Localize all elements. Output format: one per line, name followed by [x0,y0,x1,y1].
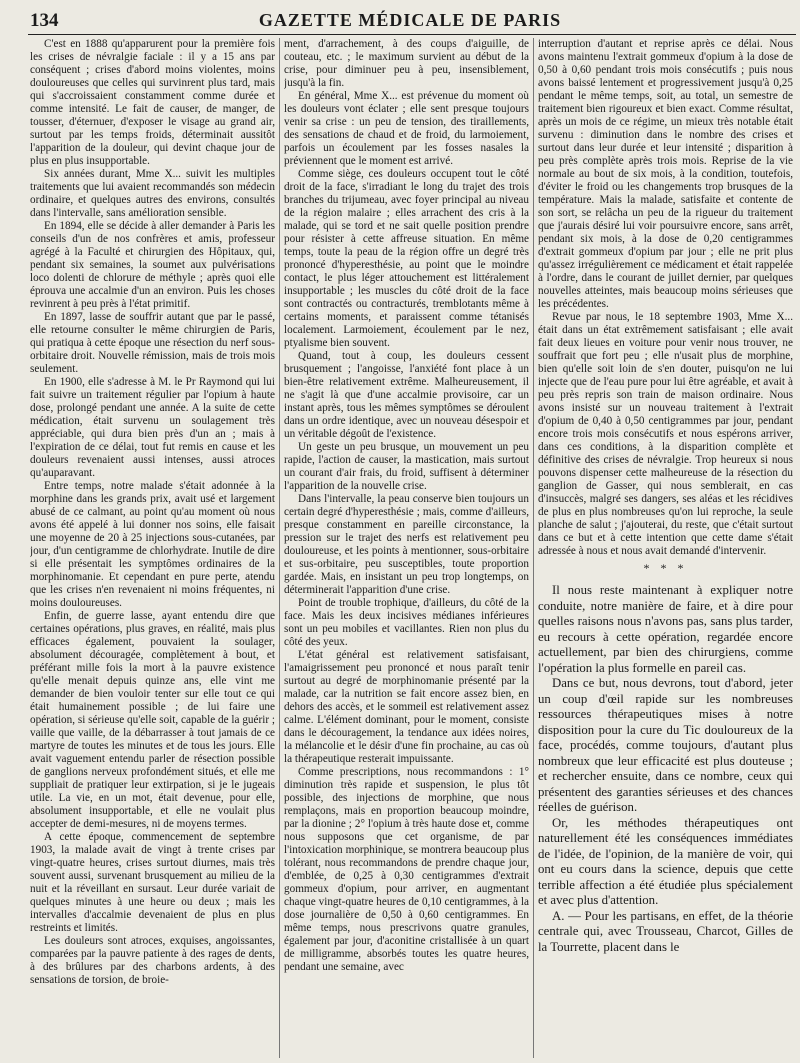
paragraph: Il nous reste maintenant à expliquer notre conduite, notre manière de faire, et à dire pour quelles raisons nous n'avons pas, sans plus tarder, eu recours à cette opération, regardée encore actuellement, par bien des chirurgiens, comme l'opération la plus formelle en pareil cas. [538,583,793,675]
paragraph: Point de trouble trophique, d'ailleurs, du côté de la face. Mais les deux incisives médianes inférieures sont un peu mobiles et vacillantes. Rien non plus du côté des yeux. [284,597,529,648]
paragraph: En 1894, elle se décide à aller demander à Paris les conseils d'un de nos confrères et amis, professeur agrégé à la Faculté et chirurgien des Hôpitaux, qui, pendant six semaines, la soumet aux pulvérisations loco dolenti de chlorure de méthyle ; après quoi elle éprouva une accalmie d'un an environ. Puis les choses revinrent à peu près à l'état primitif. [30,220,275,310]
paragraph: ment, d'arrachement, à des coups d'aiguille, de couteau, etc. ; le maximum survient au début de la crise, pour diminuer peu à peu, insensiblement, jusqu'à la fin. [284,38,529,89]
section-separator: * * * [643,561,688,575]
paragraph: L'état général est relativement satisfaisant, l'amaigrissement peu prononcé et nous paraît tenir surtout au degré de morphinomanie présenté par la malade, car la nutrition se fait encore assez bien, en dehors des accès, et le sommeil est relativement assez calme. L'élément dominant, pour le moment, consiste dans le découragement, la tendance aux idées noires, la mélancolie et le désir d'une fin prochaine, au cas où la thérapeutique resterait impuissante. [284,649,529,765]
paragraph: Dans ce but, nous devrons, tout d'abord, jeter un coup d'œil rapide sur les nombreuses ressources thérapeutiques mises à notre disposition pour la cure du Tic douloureux de la face, procédés, comme toujours, d'autant plus nombreux que leur efficacité est plus douteuse ; et rechercher ensuite, dans ce nombre, ceux qui présentent des garanties sérieuses et des chances réelles de guérison. [538,676,793,814]
paragraph: Revue par nous, le 18 septembre 1903, Mme X... était dans un état extrêmement satisfaisant ; elle avait fait deux lieues en voiture pour venir nous trouver, ne souffrait que fort peu ; elle n'usait plus de morphine, bien qu'elle soit loin de s'en douter, puisqu'on ne lui injecte que de l'eau pure pour lui être agréable, et avait à peu près repris son train de maison ordinaire. Nous avons insisté sur un nouveau traitement à l'extrait d'opium de 0,40 à 0,50 centigrammes par jour, pendant encore trois mois consécutifs et nous espérons arriver, dans ces conditions, à la disparition complète et définitive des crises de névralgie. Trop heureux si nous pouvons dispenser cette malheureuse de la résection du ganglion de Gasser, qui nous semblerait, en cas d'insuccès, malgré ses dangers, ses aléas et les récidives de plus en plus nombreuses qu'on lui reproche, la seule planche de salut ; j'ajouterai, du reste, que c'était surtout dans ce but et à cette intention que cette dame s'était adressée à nous et nous avait demandé d'intervenir. [538,311,793,557]
paragraph: Quand, tout à coup, les douleurs cessent brusquement ; l'angoisse, l'anxiété font place à un bien-être relativement extrême. Malheureusement, il ne s'agit là que d'une accalmie provisoire, car un instant après, tous les mêmes symptômes se déroulent dans un ordre identique, avec un nouveau désespoir et un véritable dégoût de l'existence. [284,350,529,440]
paragraph: A cette époque, commencement de septembre 1903, la malade avait de vingt à trente crises par vingt-quatre heures, crises surtout diurnes, mais très souvent aussi, survenant brusquement au milieu de la nuit et la réveillant en sursaut. Leur durée variait de quelques minutes à une heure ou deux ; mais les intervalles d'accalmie devenaient de plus en plus restreints et limités. [30,831,275,934]
paragraph: Comme prescriptions, nous recommandons : 1° diminution très rapide et suspension, le plus tôt possible, des injections de morphine, que nous remplaçons, mais en proportion beaucoup moindre, par la dionine ; 2° l'opium à très haute dose et, comme nous supposons que cet organisme, de par l'intoxication morphinique, se montrera beaucoup plus tolérant, nous recommandons de prendre chaque jour, d'emblée, de 0,25 à 0,30 centigrammes d'extrait gommeux d'opium, pour arriver, en augmentant chaque vingt-quatre heures de 0,10 centigrammes, à la dose journalière de 0,50 à 0,60 centigrammes. En même temps, nous prescrivons quatre granules, également par jour, d'aconitine cristallisée à un quart de milligramme, absorbés toutes les quatre heures, pendant une semaine, avec [284,766,529,973]
section-continuation [538,583,793,955]
paragraph: Six années durant, Mme X... suivit les multiples traitements que lui avaient recommandés son médecin ordinaire, et quelques autres des environs, consultés dans l'intervalle, sans amélioration sensible. [30,168,275,219]
paragraph: interruption d'autant et reprise après ce délai. Nous avons maintenu l'extrait gommeux d'opium à la dose de 0,50 à 0,60 pendant trois mois consécutifs ; puis nous avons baissé lentement et progressivement jusqu'à 0,25 pendant le même temps, soit, au total, un semestre de traitement bien rigoureux et bien exact. Comme résultat, après un mois de ce régime, un mieux très notable était survenu : diminution dans le nombre des crises et surtout dans leur durée et leur intensité ; disparition à peu près complète après trois mois. Reprise de la vie normale au bout de six mois, à la condition, toutefois, d'éviter le froid ou les changements trop brusques de la température. Mais la malade, satisfaite et contente de son sort, se relâcha un peu de la rigueur du traitement que j'aurais désiré lui voir poursuivre encore, sans arrêt, pendant six mois, à la dose de 0,20 centigrammes d'extrait gommeux d'opium par jour ; elle ne prit plus qu'assez irrégulièrement ce médicament et était rappelée à l'ordre, dans le courant de juillet dernier, par quelques nouvelles atteintes, mais beaucoup moins sérieuses que les précédentes. [538,38,793,310]
paragraph: Entre temps, notre malade s'était adonnée à la morphine dans les grands prix, avait usé et largement abusé de ce calmant, au point qu'au moment où nous avons été appelé à lui donner nos soins, elle faisait une moyenne de 20 à 25 injections sous-cutanées, par jour, d'un centigramme de chlorhydrate. Inutile de dire si elle présentait les symptômes ordinaires de la morphinomanie. Et cependant en pure perte, atendu que les crises n'en revenaient ni moins fréquentes, ni moins douloureuses. [30,480,275,609]
paragraph: Un geste un peu brusque, un mouvement un peu rapide, l'action de causer, la mastication, mais surtout un courant d'air frais, du froid, suffisent à déterminer l'apparition de la nouvelle crise. [284,441,529,492]
column-2 [284,38,529,1058]
header-rule [28,34,796,35]
paragraph: Enfin, de guerre lasse, ayant entendu dire que certaines opérations, plus graves, en réalité, mais plus efficaces également, pouvaient la soulager, absolument découragée, complètement à bout, et préférant mille fois la mort à la pauvre existence qu'elle menait depuis quinze ans, elle vint me demander de bien vouloir tenter sur elle tout ce qui était humainement possible ; de lui faire une opération, si sérieuse qu'elle soit, capable de la guérir ; vaille que vaille, de la débarrasser à tout jamais de ce martyre de toutes les minutes et de tous les jours. Elle avait vaguement entendu parler de résection possible de ganglions nerveux profondément situés, et elle me suppliait de pratiquer leur extirpation, si je le jugeais utile. La vie, en un mot, était devenue, pour elle, absolument insupportable, et elle ne voulait plus accepter de demi-mesures, ni de moyens termes. [30,610,275,830]
journal-title: GAZETTE MÉDICALE DE PARIS [258,10,562,30]
page-header [30,8,790,34]
column-3 [538,38,793,1058]
paragraph: En 1900, elle s'adresse à M. le Pr Raymond qui lui fait suivre un traitement régulier par l'opium à haute dose, prolongé pendant une année. A la suite de cette médication, était survenu un soulagement très appréciable, qui dura bien près d'un an ; mais à l'expiration de ce délai, tout fut remis en cause et les douleurs revenaient aussi intenses, aussi atroces qu'auparavant. [30,376,275,479]
paragraph: C'est en 1888 qu'apparurent pour la première fois les crises de névralgie faciale : il y a 15 ans par conséquent ; crises d'abord moins violentes, moins douloureuses que celles qui survinrent plus tard, mais qui s'accroissaient constamment comme durée et comme intensité. Le fait de causer, de manger, de tousser, d'éternuer, d'exposer le visage au grand air, surtout par les temps froids, déterminait aussitôt l'apparition de la douleur, qui devint chaque jour de plus en plus insupportable. [30,38,275,167]
paragraph: Dans l'intervalle, la peau conserve bien toujours un certain degré d'hyperesthésie ; mais, comme d'ailleurs, presque constamment en pareille circonstance, la pression sur le trajet des nerfs est relativement peu douloureuse, et les points à mentionner, sous-orbitaire et sus-orbitaire, peu susceptibles, toute proportion gardée. Mais, en insistant un peu trop longtemps, on déterminerait l'apparition d'une crise. [284,493,529,596]
paragraph: Comme siège, ces douleurs occupent tout le côté droit de la face, s'irradiant le long du trajet des trois branches du trijumeau, avec foyer principal au niveau de la région malaire ; elles arrachent des cris à la malade, qui se tord et ne sait quelle position prendre pour résister à cette affreuse situation. En même temps, toute la peau de la région offre un degré très prononcé d'hyperesthésie, au point que le moindre contact, le plus léger attouchement est littéralement insupportable ; les muscles du côté droit de la face sont contractés ou contracturés, tremblotants même à certains moments, et paraissent comme tétanisés localement. Larmoiement, écoulement par le nez, ptyalisme bien souvent. [284,168,529,349]
column-divider-2 [533,38,534,1058]
column-divider-1 [279,38,280,1058]
column-1 [30,38,275,1058]
paragraph: A. — Pour les partisans, en effet, de la théorie centrale qui, avec Trousseau, Charcot, Gilles de la Tourrette, placent dans le [538,908,793,954]
paragraph: Les douleurs sont atroces, exquises, angoissantes, comparées par la pauvre patiente à des rages de dents, à des brûlures par des charbons ardents, à des sensations de torsion, de broie- [30,935,275,986]
paragraph: En général, Mme X... est prévenue du moment où les douleurs vont éclater ; elle sent presque toujours venir sa crise : un peu de tension, des tiraillements, des sensations de chaud et de froid, du larmoiement, parfois un écoulement par les fosses nasales la préviennent que le moment est arrivé. [284,90,529,167]
paragraph: Or, les méthodes thérapeutiques ont naturellement été les conséquences immédiates de l'idée, de l'opinion, de la manière de voir, qui ont eu cours dans la science, depuis que cette terrible affection a été étudiée plus spécialement et avec plus d'attention. [538,815,793,907]
page-number: 134 [30,10,59,31]
paragraph: En 1897, lasse de souffrir autant que par le passé, elle retourne consulter le même chirurgien de Paris, qui pratiqua à cette époque une résection du nerf sous-orbitaire droit. Nouvelle rémission, mais de trois mois seulement. [30,311,275,375]
